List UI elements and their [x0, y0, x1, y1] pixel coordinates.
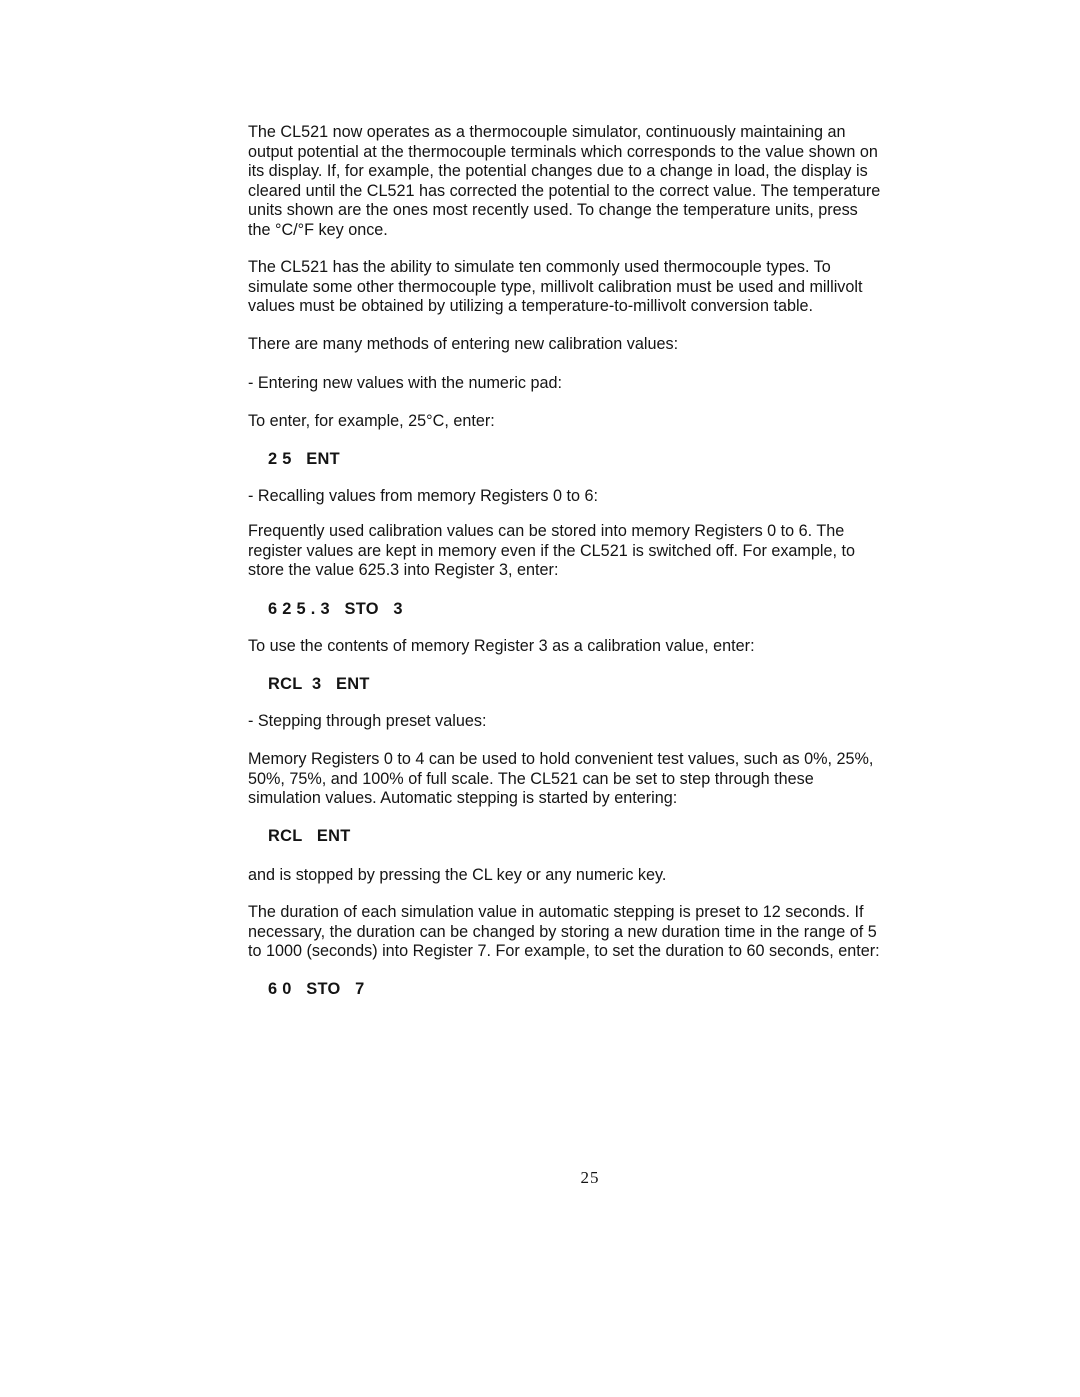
text-line: and is stopped by pressing the CL key or any numeric key.	[248, 866, 667, 884]
text-line: cleared until the CL521 has corrected the potential to the correct value. The temperature	[248, 181, 881, 200]
text-line: - Stepping through preset values:	[248, 712, 487, 730]
command-25-ent: 2 5 ENT	[268, 450, 340, 468]
text-line: The CL521 has the ability to simulate ten commonly used thermocouple types. To	[248, 258, 831, 276]
heading-recalling-registers	[248, 487, 948, 507]
paragraph-methods-intro	[248, 335, 948, 355]
text-line: register values are kept in memory even if the CL521 is switched off. For example, to	[248, 541, 856, 560]
heading-stepping-presets	[248, 712, 948, 732]
text-line: Frequently used calibration values can be stored into memory Registers 0 to 6. The	[248, 522, 845, 540]
text-line: values must be obtained by utilizing a temperature-to-millivolt conversion table.	[248, 297, 814, 316]
command-60-sto-7: 6 0 STO 7	[268, 980, 365, 998]
text-line: the °C/°F key once.	[248, 220, 388, 239]
paragraph-step-duration	[248, 903, 948, 962]
text-line: simulate some other thermocouple type, millivolt calibration must be used and millivolt	[248, 277, 863, 296]
paragraph-thermocouple-types	[248, 258, 948, 317]
text-line: to 1000 (seconds) into Register 7. For example, to set the duration to 60 seconds, enter:	[248, 942, 880, 961]
text-line: The duration of each simulation value in automatic stepping is preset to 12 seconds. If	[248, 903, 864, 921]
text-line: store the value 625.3 into Register 3, enter:	[248, 561, 559, 580]
text-line: its display. If, for example, the potential changes due to a change in load, the display is	[248, 162, 868, 181]
text-line: necessary, the duration can be changed by storing a new duration time in the range of 5	[248, 922, 877, 941]
text-line: Memory Registers 0 to 4 can be used to hold convenient test values, such as 0%, 25%,	[248, 750, 874, 768]
page-number: 25	[580, 1168, 600, 1187]
text-line: output potential at the thermocouple terminals which corresponds to the value shown on	[248, 142, 878, 161]
text-line: - Recalling values from memory Registers 0 to 6:	[248, 487, 598, 505]
text-line: There are many methods of entering new calibration values:	[248, 335, 679, 353]
command-rcl-ent: RCL ENT	[268, 827, 351, 845]
paragraph-memory-registers	[248, 522, 948, 581]
text-line: - Entering new values with the numeric pad:	[248, 374, 563, 392]
paragraph-stepping	[248, 750, 948, 809]
paragraph-numeric-example	[248, 412, 948, 432]
text-line: simulation values. Automatic stepping is started by entering:	[248, 789, 678, 808]
paragraph-use-register-3	[248, 637, 948, 657]
paragraph-simulator-operation	[248, 123, 948, 241]
command-625-3-sto-3: 6 2 5 . 3 STO 3	[268, 600, 403, 618]
text-line: 50%, 75%, and 100% of full scale. The CL521 can be set to step through these	[248, 769, 814, 788]
text-line: The CL521 now operates as a thermocouple simulator, continuously maintaining an	[248, 123, 846, 141]
text-line: units shown are the ones most recently used. To change the temperature units, press	[248, 201, 858, 220]
heading-numeric-pad	[248, 374, 948, 394]
paragraph-stop-stepping	[248, 866, 948, 886]
text-line: To use the contents of memory Register 3 as a calibration value, enter:	[248, 637, 755, 655]
text-line: To enter, for example, 25°C, enter:	[248, 412, 495, 430]
command-rcl-3-ent: RCL 3 ENT	[268, 675, 370, 693]
